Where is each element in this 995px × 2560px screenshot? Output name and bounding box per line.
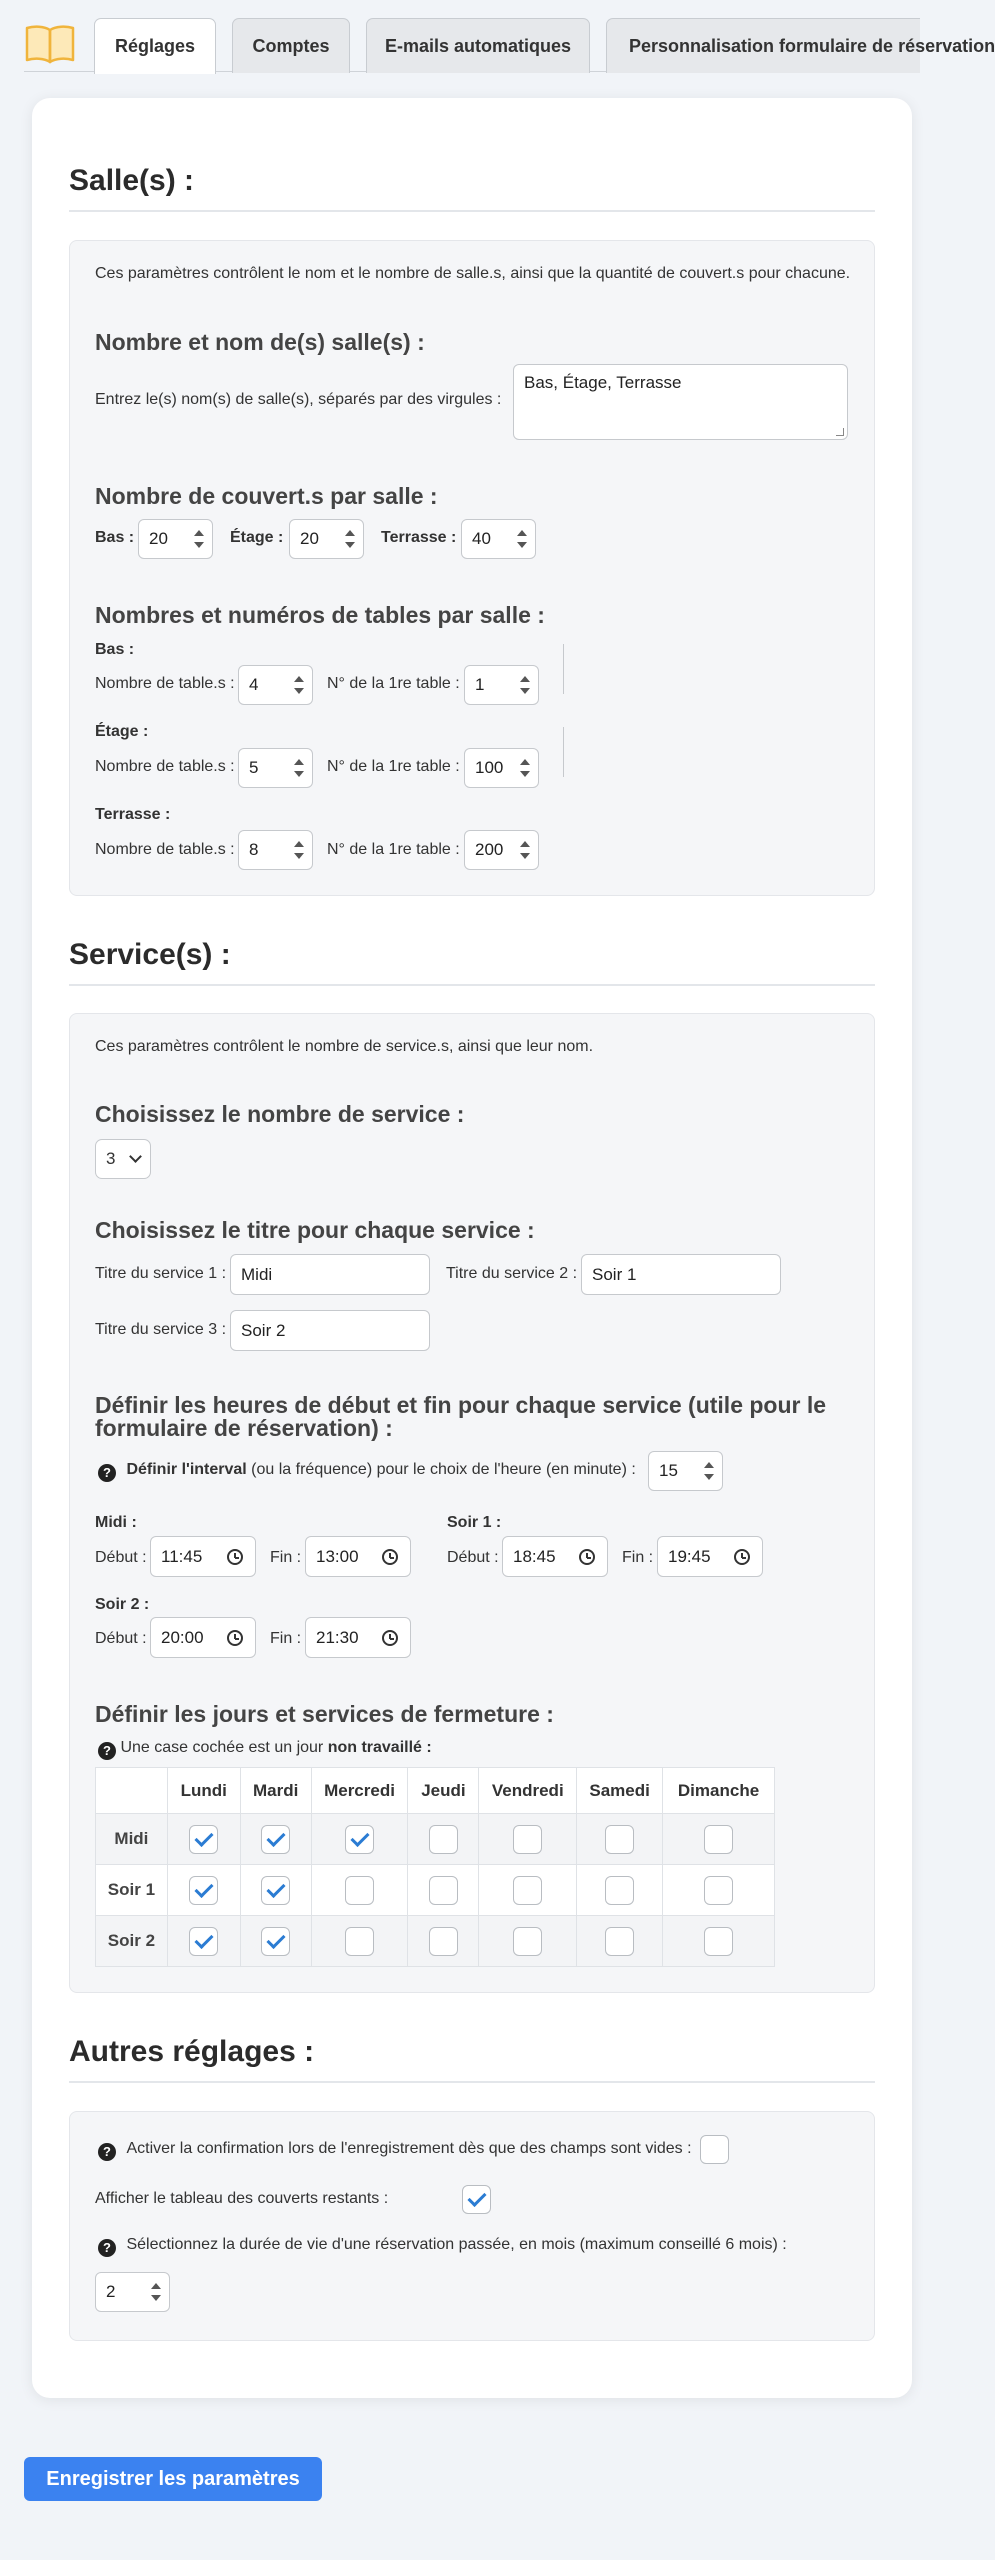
service-title-input-2[interactable]: Soir 1 [581, 1254, 781, 1295]
covers-table-checkbox[interactable] [462, 2185, 491, 2214]
hours-name-soir1: Soir 1 : [447, 1514, 502, 1531]
spinner-icon[interactable] [293, 674, 305, 696]
closure-heading: Définir les jours et services de fermeture : [95, 1701, 554, 1727]
closure-checkbox[interactable] [429, 1927, 458, 1956]
service-count-heading: Choisissez le nombre de service : [95, 1101, 465, 1127]
closure-checkbox[interactable] [429, 1876, 458, 1905]
help-icon[interactable]: ? [98, 1742, 116, 1760]
lifetime-row [98, 2236, 787, 2257]
help-icon[interactable]: ? [98, 1464, 116, 1482]
day-header: Mercredi [311, 1768, 408, 1814]
closure-checkbox[interactable] [513, 1876, 542, 1905]
salles-names-heading: Nombre et nom de(s) salle(s) : [95, 329, 425, 355]
closure-checkbox[interactable] [345, 1825, 374, 1854]
tables-count-input-etage[interactable] [238, 748, 313, 788]
tab-reglages[interactable]: Réglages [94, 18, 216, 74]
day-header: Dimanche [663, 1768, 775, 1814]
salles-names-value: Bas, Étage, Terrasse [524, 373, 682, 392]
tables-count-input-terrasse[interactable] [238, 830, 313, 870]
section-title-autres: Autres réglages : [69, 2035, 875, 2083]
covers-value-terrasse: 40 [472, 529, 491, 548]
closure-checkbox[interactable] [704, 1825, 733, 1854]
closure-checkbox[interactable] [513, 1825, 542, 1854]
salles-intro: Ces paramètres contrôlent le nom et le nombre de salle.s, ainsi que la quantité de couvert.s pour chacune. [95, 265, 851, 282]
covers-label-bas: Bas : [95, 529, 135, 546]
closure-checkbox[interactable] [261, 1927, 290, 1956]
tables-count-input-bas[interactable] [238, 665, 313, 705]
resize-handle-icon[interactable] [836, 428, 844, 436]
covers-heading: Nombre de couvert.s par salle : [95, 483, 438, 509]
service-title-label-3: Titre du service 3 : [95, 1321, 227, 1338]
tables-count-value-etage: 5 [249, 758, 259, 777]
spinner-icon[interactable] [193, 528, 205, 550]
hours-name-soir2: Soir 2 : [95, 1596, 150, 1613]
clock-icon[interactable] [227, 1549, 243, 1565]
clock-icon[interactable] [734, 1549, 750, 1565]
closure-checkbox[interactable] [261, 1876, 290, 1905]
spinner-icon[interactable] [150, 2281, 162, 2303]
time-start-value-soir1: 18:45 [513, 1547, 556, 1566]
closure-checkbox[interactable] [189, 1825, 218, 1854]
closure-checkbox[interactable] [429, 1825, 458, 1854]
time-start-soir2[interactable] [150, 1617, 256, 1658]
closure-checkbox[interactable] [704, 1927, 733, 1956]
time-end-value-midi: 13:00 [316, 1547, 359, 1566]
section-title-services: Service(s) : [69, 938, 875, 986]
time-end-soir2[interactable] [305, 1617, 411, 1658]
help-icon[interactable]: ? [98, 2143, 116, 2161]
interval-label-rest: (ou la fréquence) pour le choix de l'heure (en minute) : [246, 1461, 636, 1478]
settings-card [32, 98, 912, 2398]
confirm-checkbox[interactable] [700, 2135, 729, 2164]
tables-first-label: N° de la 1re table : [327, 758, 460, 775]
day-header: Vendredi [479, 1768, 577, 1814]
hours-name-midi: Midi : [95, 1514, 137, 1531]
interval-label-bold: Définir l'interval [126, 1461, 247, 1478]
tables-first-value-bas: 1 [475, 675, 485, 694]
tables-room-etage: Étage : [95, 723, 149, 740]
interval-row [98, 1461, 636, 1482]
divider [563, 727, 564, 777]
spinner-icon[interactable] [519, 757, 531, 779]
clock-icon[interactable] [227, 1630, 243, 1646]
salles-box [69, 240, 875, 896]
end-label: Fin : [270, 1630, 302, 1647]
tables-room-bas: Bas : [95, 641, 135, 658]
closure-header-row [96, 1768, 775, 1814]
tables-count-label: Nombre de table.s : [95, 841, 235, 858]
tables-first-value-etage: 100 [475, 758, 504, 777]
save-settings-button[interactable]: Enregistrer les paramètres [24, 2457, 322, 2501]
closure-checkbox[interactable] [605, 1825, 634, 1854]
closure-note [98, 1739, 432, 1760]
closure-note-prefix: Une case cochée est un jour [120, 1739, 328, 1756]
confirm-row [98, 2140, 692, 2161]
tables-count-label: Nombre de table.s : [95, 675, 235, 692]
closure-row-label: Soir 2 [96, 1916, 168, 1967]
time-start-midi[interactable] [150, 1536, 256, 1577]
tab-emails-automatiques[interactable]: E-mails automatiques [366, 18, 590, 73]
help-icon[interactable]: ? [98, 2239, 116, 2257]
tables-first-label: N° de la 1re table : [327, 675, 460, 692]
closure-checkbox[interactable] [189, 1876, 218, 1905]
spinner-icon[interactable] [293, 757, 305, 779]
start-label: Début : [95, 1549, 147, 1566]
end-label: Fin : [270, 1549, 302, 1566]
salles-names-label: Entrez le(s) nom(s) de salle(s), séparés par des virgules : [95, 391, 502, 408]
covers-input-terrasse[interactable] [461, 519, 536, 559]
services-box [69, 1013, 875, 1993]
closure-checkbox[interactable] [189, 1927, 218, 1956]
closure-row-soir2 [96, 1916, 775, 1967]
clock-icon[interactable] [382, 1549, 398, 1565]
closure-checkbox[interactable] [345, 1876, 374, 1905]
closure-row-midi [96, 1814, 775, 1865]
divider [563, 644, 564, 694]
closure-note-bold: non travaillé : [327, 1739, 432, 1756]
covers-input-etage[interactable] [289, 519, 364, 559]
salles-names-textarea[interactable] [513, 364, 848, 440]
service-title-input-1[interactable]: Midi [230, 1254, 430, 1295]
service-hours-heading-2: formulaire de réservation) : [95, 1415, 393, 1441]
lifetime-value: 2 [106, 2282, 116, 2301]
tables-count-value-bas: 4 [249, 675, 259, 694]
service-titles-heading: Choisissez le titre pour chaque service : [95, 1217, 535, 1243]
closure-checkbox[interactable] [704, 1876, 733, 1905]
time-end-value-soir1: 19:45 [668, 1547, 711, 1566]
closure-checkbox[interactable] [513, 1927, 542, 1956]
autres-box [69, 2111, 875, 2341]
service-title-label-2: Titre du service 2 : [446, 1265, 578, 1282]
time-end-value-soir2: 21:30 [316, 1628, 359, 1647]
closure-row-soir1 [96, 1865, 775, 1916]
day-header: Samedi [577, 1768, 663, 1814]
service-title-label-1: Titre du service 1 : [95, 1265, 227, 1282]
services-intro: Ces paramètres contrôlent le nombre de service.s, ainsi que leur nom. [95, 1038, 594, 1055]
time-end-soir1[interactable] [657, 1536, 763, 1577]
start-label: Début : [95, 1630, 147, 1647]
time-start-soir1[interactable] [502, 1536, 608, 1577]
closure-table [95, 1767, 775, 1967]
time-start-value-midi: 11:45 [161, 1547, 203, 1566]
covers-table-label: Afficher le tableau des couverts restants : [95, 2190, 389, 2207]
time-end-midi[interactable] [305, 1536, 411, 1577]
closure-row-label: Midi [96, 1814, 168, 1865]
covers-value-etage: 20 [300, 529, 319, 548]
spinner-icon[interactable] [293, 839, 305, 861]
day-header: Lundi [167, 1768, 240, 1814]
tables-heading: Nombres et numéros de tables par salle : [95, 602, 545, 628]
closure-checkbox[interactable] [605, 1927, 634, 1956]
confirm-label: Activer la confirmation lors de l'enregistrement dès que des champs sont vides : [126, 2140, 692, 2157]
spinner-icon[interactable] [516, 528, 528, 550]
section-title-salles: Salle(s) : [69, 164, 875, 212]
start-label: Début : [447, 1549, 499, 1566]
service-count-value: 3 [106, 1149, 116, 1168]
service-title-input-3[interactable]: Soir 2 [230, 1310, 430, 1351]
tab-personnalisation-formulaire[interactable]: Personnalisation formulaire de réservation [606, 18, 920, 73]
book-logo-icon [24, 22, 76, 64]
day-header: Jeudi [408, 1768, 479, 1814]
covers-label-etage: Étage : [230, 529, 284, 546]
lifetime-label: Sélectionnez la durée de vie d'une réservation passée, en mois (maximum conseillé 6 mois) : [126, 2236, 787, 2253]
closure-checkbox[interactable] [261, 1825, 290, 1854]
spinner-icon[interactable] [344, 528, 356, 550]
chevron-down-icon [129, 1150, 142, 1163]
closure-row-label: Soir 1 [96, 1865, 168, 1916]
tables-first-value-terrasse: 200 [475, 840, 504, 859]
tables-first-input-terrasse[interactable] [464, 830, 539, 870]
covers-input-bas[interactable] [138, 519, 213, 559]
service-hours-heading-1: Définir les heures de début et fin pour chaque service (utile pour le [95, 1392, 827, 1418]
day-header: Mardi [240, 1768, 311, 1814]
spinner-icon[interactable] [519, 839, 531, 861]
lifetime-input[interactable] [95, 2272, 170, 2312]
tables-first-input-etage[interactable] [464, 748, 539, 788]
closure-checkbox[interactable] [345, 1927, 374, 1956]
end-label: Fin : [622, 1549, 654, 1566]
tables-count-label: Nombre de table.s : [95, 758, 235, 775]
tables-first-input-bas[interactable] [464, 665, 539, 705]
closure-checkbox[interactable] [605, 1876, 634, 1905]
tables-count-value-terrasse: 8 [249, 840, 259, 859]
covers-label-terrasse: Terrasse : [381, 529, 457, 546]
clock-icon[interactable] [382, 1630, 398, 1646]
service-count-select[interactable] [95, 1139, 151, 1179]
top-tab-bar [24, 0, 995, 72]
spinner-icon[interactable] [519, 674, 531, 696]
interval-value: 15 [659, 1461, 678, 1480]
clock-icon[interactable] [579, 1549, 595, 1565]
tables-room-terrasse: Terrasse : [95, 806, 171, 823]
time-start-value-soir2: 20:00 [161, 1628, 204, 1647]
spinner-icon[interactable] [703, 1460, 715, 1482]
covers-value-bas: 20 [149, 529, 168, 548]
tab-comptes[interactable]: Comptes [232, 18, 350, 73]
closure-corner [96, 1768, 168, 1814]
interval-input[interactable] [648, 1451, 723, 1491]
tables-first-label: N° de la 1re table : [327, 841, 460, 858]
